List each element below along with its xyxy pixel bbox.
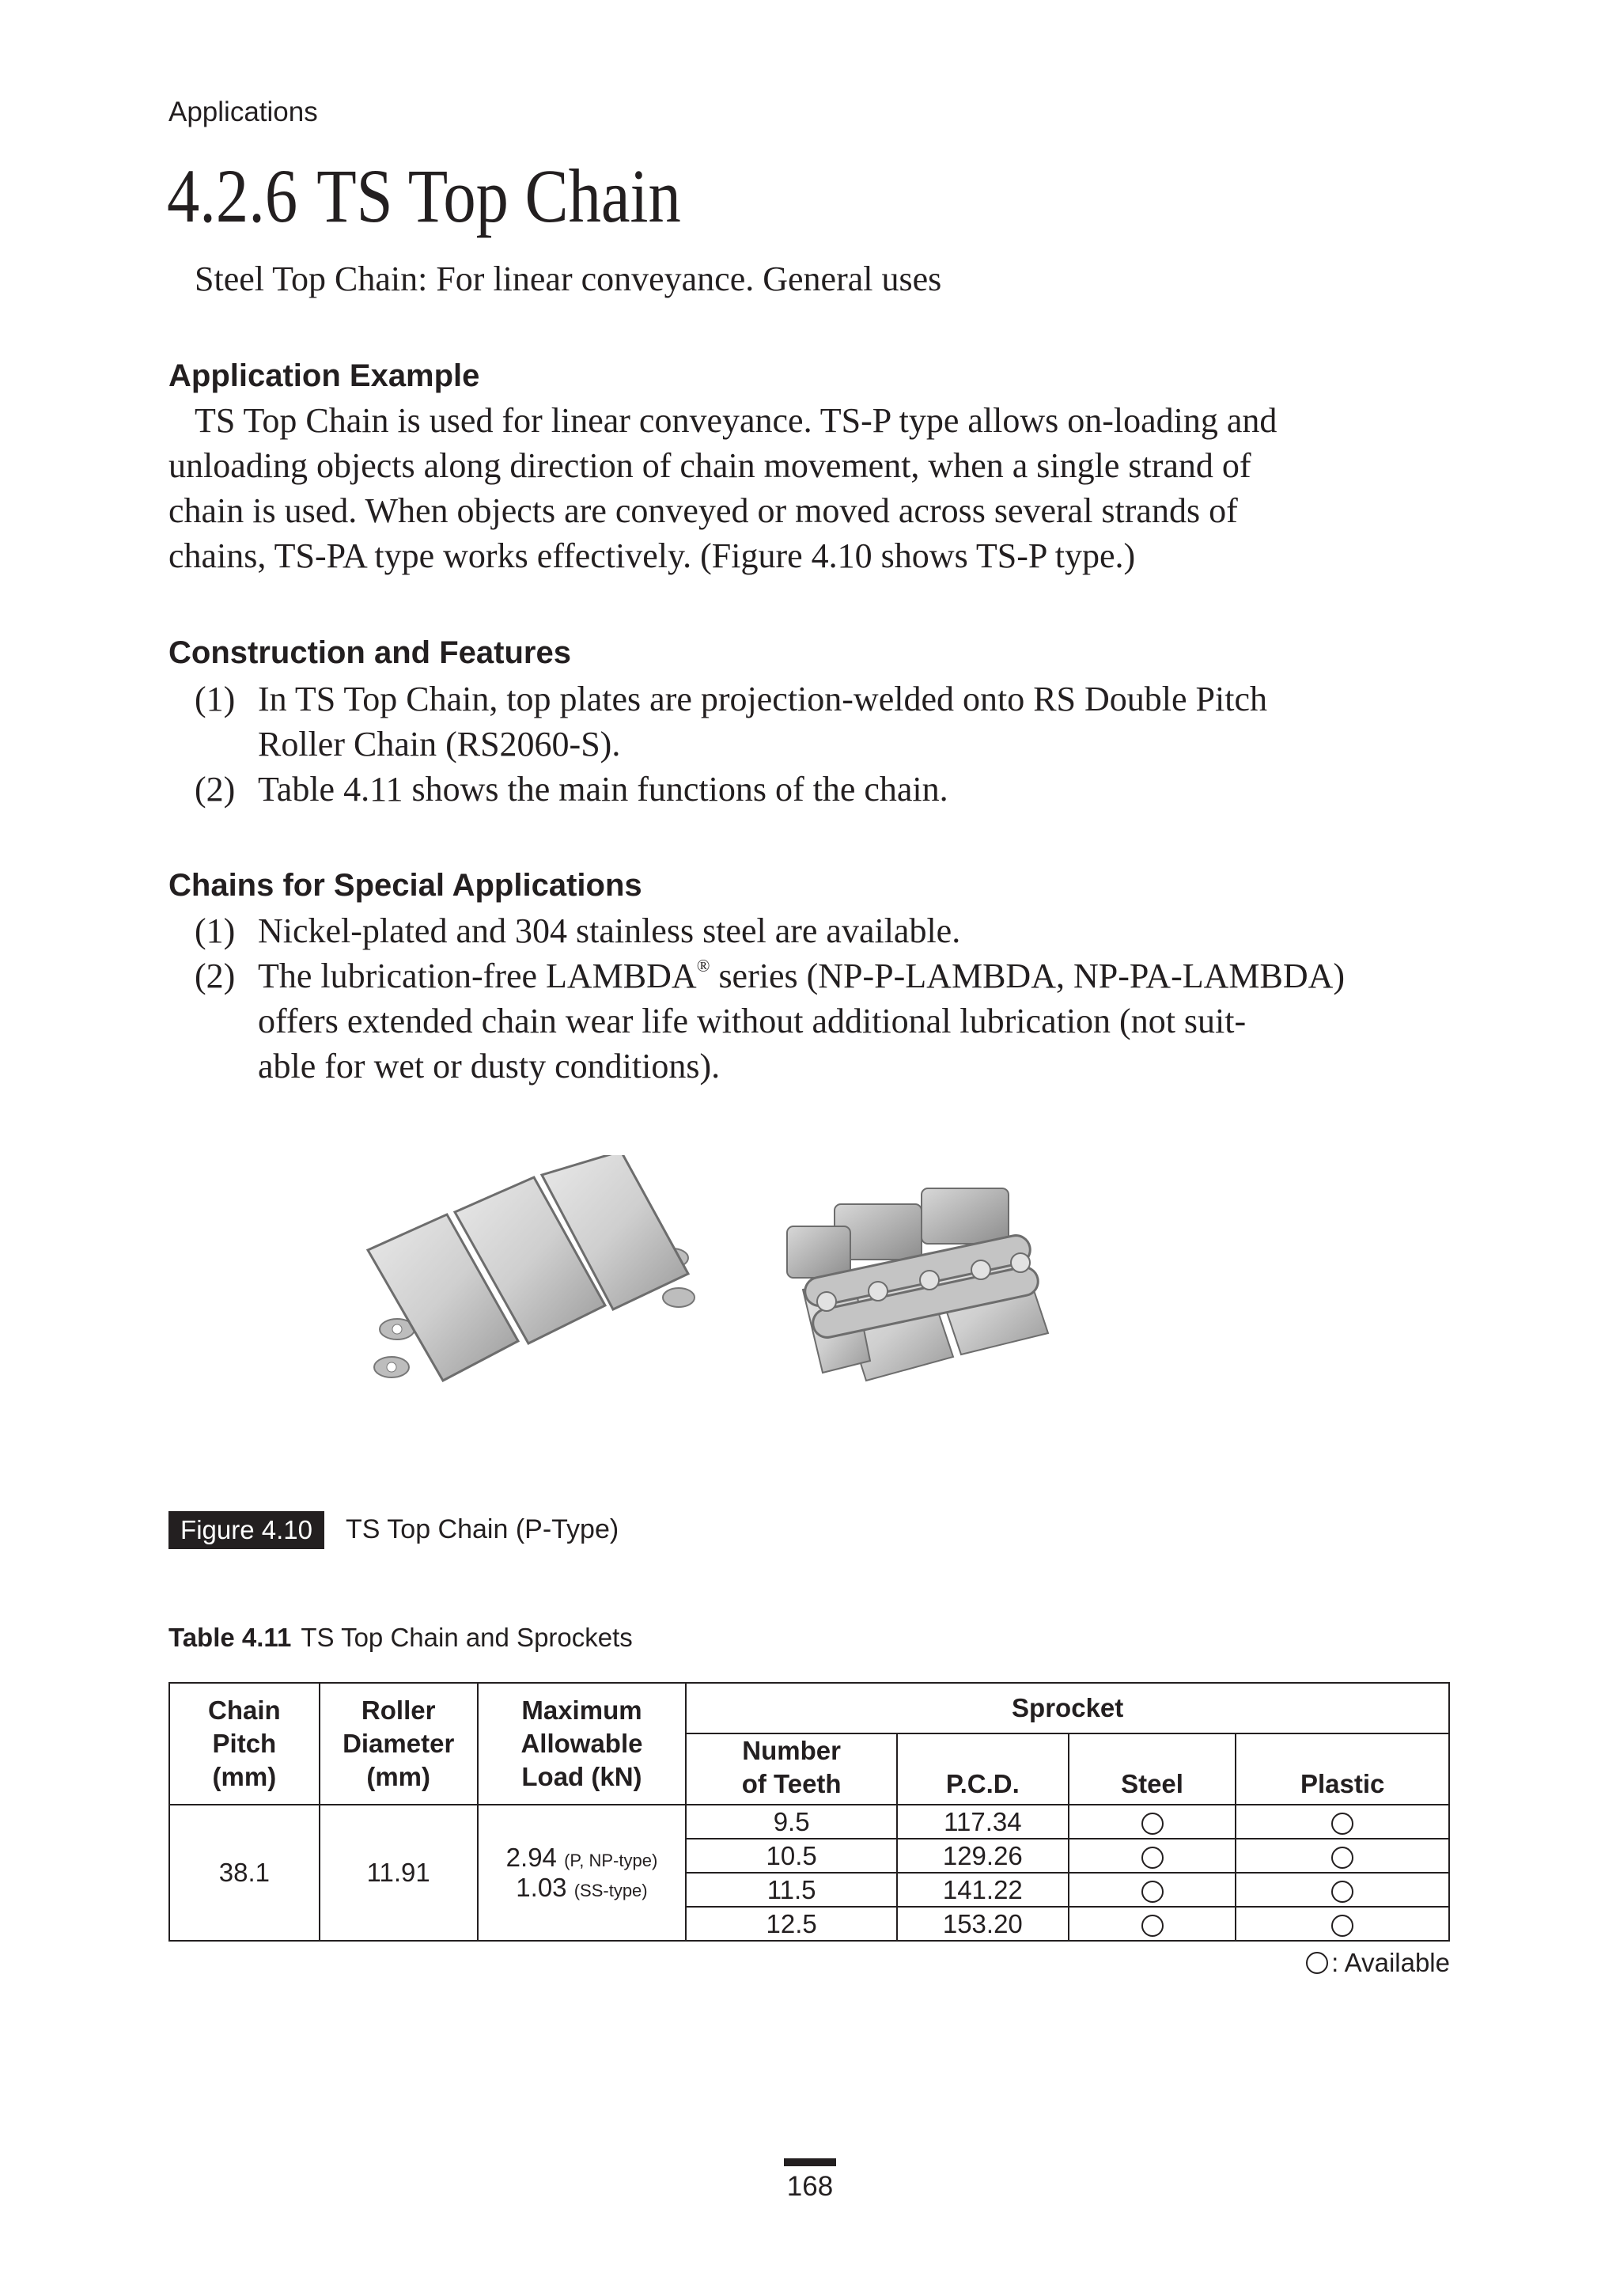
section-number: 4.2.6 [167, 153, 298, 238]
header-max-load: Maximum Allowable Load (kN) [478, 1683, 687, 1805]
list-number: (1) [195, 911, 236, 950]
teeth-cell: 9.5 [686, 1805, 897, 1839]
running-head: Applications [168, 97, 318, 127]
circle-icon [1331, 1847, 1353, 1869]
list-number: (1) [195, 680, 236, 718]
paragraph-line: TS Top Chain is used for linear conveyance. TS-P type allows on-loading and [195, 401, 1277, 440]
circle-icon [1141, 1847, 1164, 1869]
list-line: In TS Top Chain, top plates are projection-welded onto RS Double Pitch [258, 680, 1267, 718]
header-chain-pitch: Chain Pitch (mm) [169, 1683, 320, 1805]
pcd-cell: 153.20 [897, 1907, 1069, 1941]
teeth-cell: 11.5 [686, 1873, 897, 1907]
table-label: Table 4.11 [168, 1623, 292, 1652]
figure-caption: TS Top Chain (P-Type) [346, 1514, 619, 1544]
roller-diameter-value: 11.91 [320, 1805, 478, 1941]
plastic-available-mark [1236, 1805, 1449, 1839]
header-sprocket: Sprocket [686, 1683, 1449, 1733]
header-steel: Steel [1069, 1733, 1236, 1805]
teeth-cell: 12.5 [686, 1907, 897, 1941]
paragraph-line: unloading objects along direction of chain movement, when a single strand of [168, 446, 1251, 485]
chain-photo [348, 1155, 1155, 1424]
steel-available-mark [1069, 1873, 1236, 1907]
list-item [195, 908, 1476, 953]
special-applications-list [195, 908, 1476, 1089]
circle-icon [1331, 1813, 1353, 1835]
chain-pitch-value: 38.1 [169, 1805, 320, 1941]
special-applications-heading: Chains for Special Applications [168, 868, 642, 903]
spec-table [168, 1682, 1450, 1942]
top-chain-right-photo [787, 1188, 1048, 1381]
plastic-available-mark [1236, 1839, 1449, 1873]
circle-icon [1141, 1881, 1164, 1903]
circle-icon [1331, 1881, 1353, 1903]
list-line: Table 4.11 shows the main functions of the chain. [258, 770, 948, 809]
list-item [195, 953, 1476, 1089]
table-title: TS Top Chain and Sprockets [301, 1623, 633, 1652]
circle-icon [1331, 1915, 1353, 1937]
pcd-cell: 141.22 [897, 1873, 1069, 1907]
circle-icon [1306, 1952, 1328, 1974]
lambda-series-text: series (NP-P-LAMBDA, NP-PA-LAMBDA) [710, 957, 1346, 995]
section-title [167, 153, 681, 238]
header-number-of-teeth: Number of Teeth [686, 1733, 897, 1805]
steel-available-mark [1069, 1839, 1236, 1873]
table-row [169, 1805, 1449, 1839]
pcd-cell: 117.34 [897, 1805, 1069, 1839]
circle-icon [1141, 1813, 1164, 1835]
registered-mark: ® [696, 956, 710, 976]
list-number: (2) [195, 957, 236, 995]
list-line: Nickel-plated and 304 stainless steel are available. [258, 911, 961, 950]
list-item [195, 767, 1476, 812]
steel-available-mark [1069, 1907, 1236, 1941]
list-line [258, 953, 1476, 998]
steel-available-mark [1069, 1805, 1236, 1839]
header-roller-diameter: Roller Diameter (mm) [320, 1683, 478, 1805]
list-number: (2) [195, 770, 236, 809]
teeth-cell: 10.5 [686, 1839, 897, 1873]
list-item [195, 676, 1476, 767]
paragraph-line: chains, TS-PA type works effectively. (Figure 4.10 shows TS-P type.) [168, 536, 1136, 575]
list-line: offers extended chain wear life without additional lubrication (not suit- [258, 1002, 1247, 1040]
max-load-value: 2.94 (P, NP-type) 1.03 (SS-type) [478, 1805, 687, 1941]
page-number: 168 [786, 2171, 834, 2202]
construction-list [195, 676, 1476, 812]
table-legend [1306, 1948, 1450, 1978]
header-plastic: Plastic [1236, 1733, 1449, 1805]
figure-4-10-illustrations [348, 1155, 1155, 1424]
section-subtitle: Steel Top Chain: For linear conveyance. General uses [195, 260, 942, 298]
application-example-paragraph [168, 398, 1450, 578]
section-title-text: TS Top Chain [316, 153, 681, 238]
top-chain-left-photo [368, 1155, 695, 1381]
plastic-available-mark [1236, 1907, 1449, 1941]
list-line: Roller Chain (RS2060-S). [258, 725, 621, 763]
plastic-available-mark [1236, 1873, 1449, 1907]
application-example-heading: Application Example [168, 358, 480, 393]
page-number-bar [784, 2158, 836, 2166]
lambda-text: The lubrication-free LAMBDA [258, 957, 697, 995]
paragraph-line: chain is used. When objects are conveyed or moved across several strands of [168, 491, 1238, 530]
circle-icon [1141, 1915, 1164, 1937]
header-pcd: P.C.D. [897, 1733, 1069, 1805]
pcd-cell: 129.26 [897, 1839, 1069, 1873]
table-caption [168, 1623, 633, 1653]
list-line: able for wet or dusty conditions). [258, 1047, 721, 1085]
legend-text: : Available [1331, 1948, 1450, 1977]
figure-label: Figure 4.10 [168, 1511, 324, 1549]
construction-heading: Construction and Features [168, 635, 571, 670]
